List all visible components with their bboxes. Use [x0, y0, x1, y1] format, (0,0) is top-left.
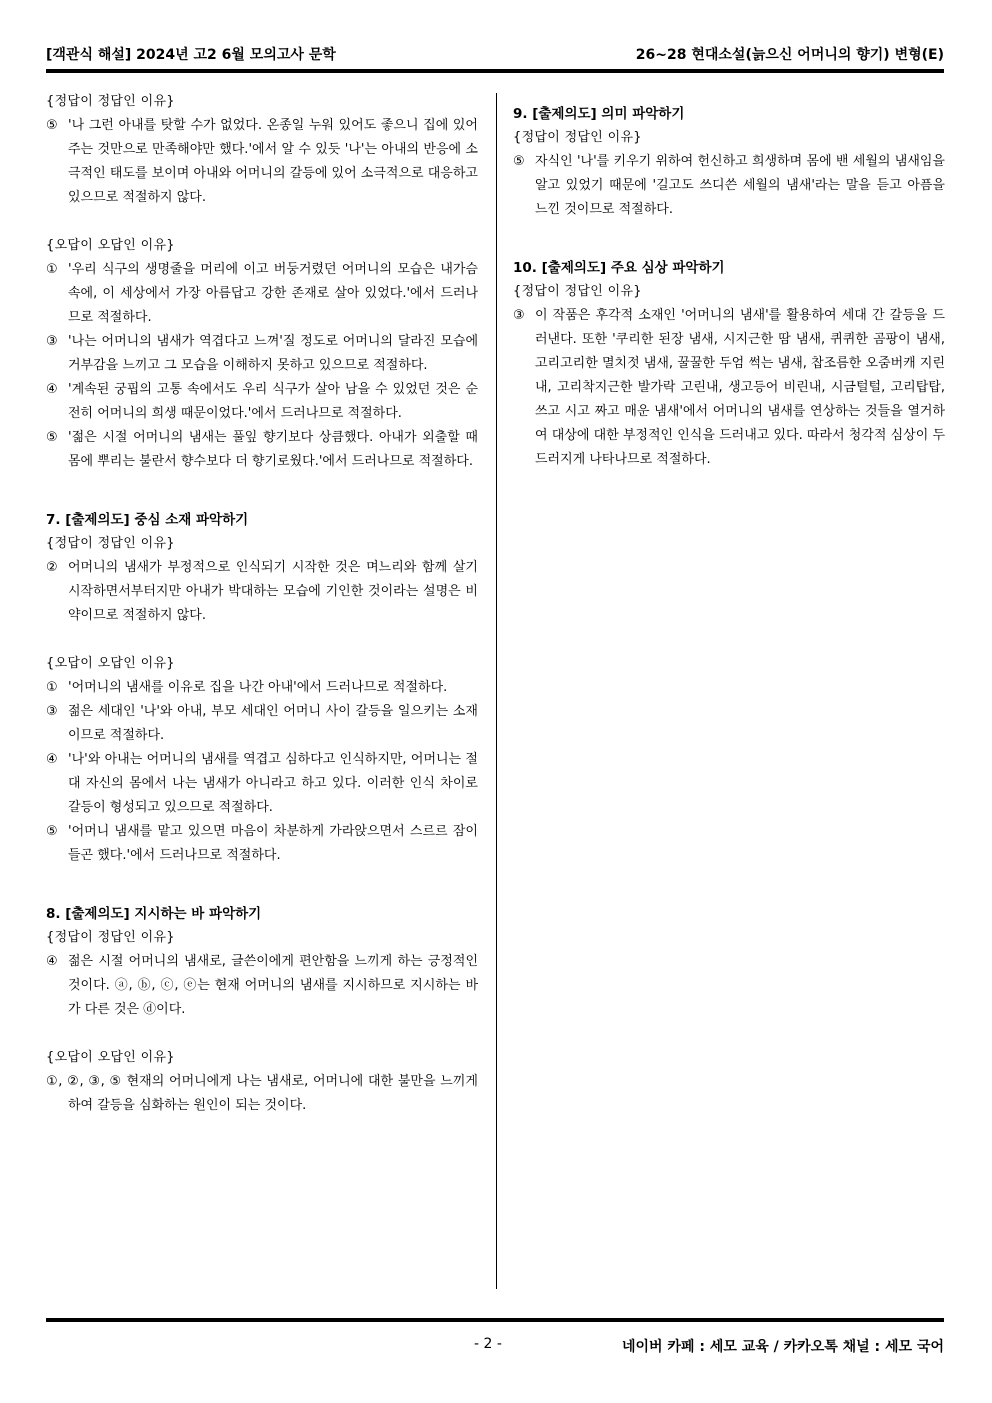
section-label: {정답이 정답인 이유} — [513, 284, 642, 299]
section-label: {정답이 정답인 이유} — [46, 930, 175, 945]
answer-item — [46, 820, 478, 868]
item-text: '나'와 아내는 어머니의 냄새를 역겹고 심하다고 인식하지만, 어머니는 절대 자신의 몸에서 나는 냄새가 아니라고 하고 있다. 이러한 인식 차이로 갈등이 형성되고 있으므로 적절하다. — [68, 752, 478, 815]
footer-credit: 네이버 카페 : 세모 교육 / 카카오톡 채널 : 세모 국어 — [621, 1339, 944, 1355]
item-number: ⑤ — [46, 118, 58, 133]
q7-correct-list — [46, 556, 478, 628]
header-subtitle: 26~28 현대소설(늙으신 어머니의 향기) 변형(E) — [635, 47, 944, 63]
question-heading: 10. [출제의도] 주요 심상 파악하기 — [513, 260, 725, 276]
item-number: ③ — [513, 308, 525, 323]
item-text: '나 그런 아내를 탓할 수가 없었다. 온종일 누워 있어도 좋으니 집에 있어주는 것만으로 만족해야만 했다.'에서 알 수 있듯 '나'는 아내의 반응에 소극적인 태도를 보이며 아내와 어머니의 갈등에 있어 소극적으로 대응하고 있으므로 적절하지 않다. — [68, 118, 478, 205]
answer-item — [46, 676, 478, 700]
item-text: '우리 식구의 생명줄을 머리에 이고 버둥거렸던 어머니의 모습은 내가슴속에, 이 세상에서 가장 아름답고 강한 존재로 살아 있었다.'에서 드러나므로 적절하다. — [68, 262, 478, 325]
section-label: {정답이 정답인 이유} — [513, 130, 642, 145]
answer-item — [46, 700, 478, 748]
item-text: '젊은 시절 어머니의 냄새는 풀잎 향기보다 상큼했다. 아내가 외출할 때 몸에 뿌리는 불란서 향수보다 더 향기로웠다.'에서 드러나므로 적절하다. — [68, 430, 478, 469]
left-column — [46, 90, 478, 1118]
item-number: ⑤ — [46, 824, 58, 839]
q7-wrong-list — [46, 676, 478, 868]
item-text: '계속된 궁핍의 고통 속에서도 우리 식구가 살아 남을 수 있었던 것은 순전히 어머니의 희생 때문이었다.'에서 드러나므로 적절하다. — [68, 382, 478, 421]
item-number: ② — [46, 560, 58, 575]
item-number: ⑤ — [46, 430, 58, 445]
item-text: '어머니의 냄새를 이유로 집을 나간 아내'에서 드러나므로 적절하다. — [68, 680, 448, 695]
section-label: {오답이 오답인 이유} — [46, 1050, 175, 1065]
answer-item — [46, 330, 478, 378]
answer-item — [46, 258, 478, 330]
item-number: ① — [46, 680, 58, 695]
q10-correct-list — [513, 304, 945, 472]
section-label: {오답이 오답인 이유} — [46, 238, 175, 253]
item-number: ④ — [46, 954, 58, 969]
question-heading: 8. [출제의도] 지시하는 바 파악하기 — [46, 906, 262, 922]
q6-wrong-list — [46, 258, 478, 474]
header-title: [객관식 해설] 2024년 고2 6월 모의고사 문학 — [46, 47, 336, 63]
q6-correct-list — [46, 114, 478, 210]
answer-item — [46, 950, 478, 1022]
answer-item — [513, 150, 945, 222]
page-header — [46, 40, 944, 66]
item-text: 젊은 시절 어머니의 냄새로, 글쓴이에게 편안함을 느끼게 하는 긍정적인 것이다. ⓐ, ⓑ, ⓒ, ⓔ는 현재 어머니의 냄새를 지시하므로 지시하는 바가 다른 것은 ⓓ이다. — [68, 954, 478, 1017]
page-number: - 2 - — [474, 1336, 502, 1352]
item-number: ④ — [46, 382, 58, 397]
item-text: 젊은 세대인 '나'와 아내, 부모 세대인 어머니 사이 갈등을 일으키는 소재이므로 적절하다. — [68, 704, 478, 743]
answer-item — [46, 378, 478, 426]
q8-correct-list — [46, 950, 478, 1022]
section-label: {정답이 정답인 이유} — [46, 94, 175, 109]
q8-wrong-list — [46, 1070, 478, 1118]
question-heading: 7. [출제의도] 중심 소재 파악하기 — [46, 512, 249, 528]
section-label: {오답이 오답인 이유} — [46, 656, 175, 671]
answer-item — [513, 304, 945, 472]
item-text: '나는 어머니의 냄새가 역겹다고 느껴'질 정도로 어머니의 달라진 모습에 거부감을 느끼고 그 모습을 이해하지 못하고 있으므로 적절하다. — [68, 334, 478, 373]
q9-correct-list — [513, 150, 945, 222]
item-text: 현재의 어머니에게 나는 냄새로, 어머니에 대한 불만을 느끼게 하여 갈등을 심화하는 원인이 되는 것이다. — [68, 1074, 478, 1113]
answer-item — [46, 748, 478, 820]
right-column — [513, 90, 945, 472]
item-number: ③ — [46, 334, 58, 349]
item-number: ③ — [46, 704, 58, 719]
item-number: ④ — [46, 752, 58, 767]
section-label: {정답이 정답인 이유} — [46, 536, 175, 551]
answer-item — [46, 556, 478, 628]
answer-item — [46, 426, 478, 474]
header-rule — [46, 69, 944, 73]
footer-rule — [46, 1318, 944, 1322]
answer-item — [46, 114, 478, 210]
answer-item — [46, 1070, 478, 1118]
item-number: ①, ②, ③, ⑤ — [46, 1074, 122, 1089]
item-number: ⑤ — [513, 154, 525, 169]
item-text: 자식인 '나'를 키우기 위하여 헌신하고 희생하며 몸에 밴 세월의 냄새임을 알고 있었기 때문에 '길고도 쓰디쓴 세월의 냄새'라는 말을 듣고 아픔을 느낀 것이므로 적절하다. — [535, 154, 945, 217]
item-number: ① — [46, 262, 58, 277]
item-text: 이 작품은 후각적 소재인 '어머니의 냄새'를 활용하여 세대 간 갈등을 드러낸다. 또한 '쿠리한 된장 냄새, 시지근한 땀 냄새, 퀴퀴한 곰팡이 냄새, 고리고리한 멸치젓 냄새, 꿀꿀한 두엄 썩는 냄새, 찹조름한 오줌버캐 지린 내, 고리착지근한 발가락 고린내, 생고등어 비린내, 시금털털, 고리탑탑, 쓰고 시고 짜고 매운 냄새'에서 어머니의 냄새를 연상하는 것들을 열거하여 대상에 대한 부정적인 인식을 드러내고 있다. 따라서 청각적 심상이 두드러지게 나타나므로 적절하다. — [535, 308, 945, 467]
item-text: 어머니의 냄새가 부정적으로 인식되기 시작한 것은 며느리와 함께 살기 시작하면서부터지만 아내가 박대하는 모습에 기인한 것이라는 설명은 비약이므로 적절하지 않다. — [68, 560, 478, 623]
question-heading: 9. [출제의도] 의미 파악하기 — [513, 106, 685, 122]
item-text: '어머니 냄새를 맡고 있으면 마음이 차분하게 가라앉으면서 스르르 잠이 들곤 했다.'에서 드러나므로 적절하다. — [68, 824, 478, 863]
column-divider — [496, 93, 497, 1289]
